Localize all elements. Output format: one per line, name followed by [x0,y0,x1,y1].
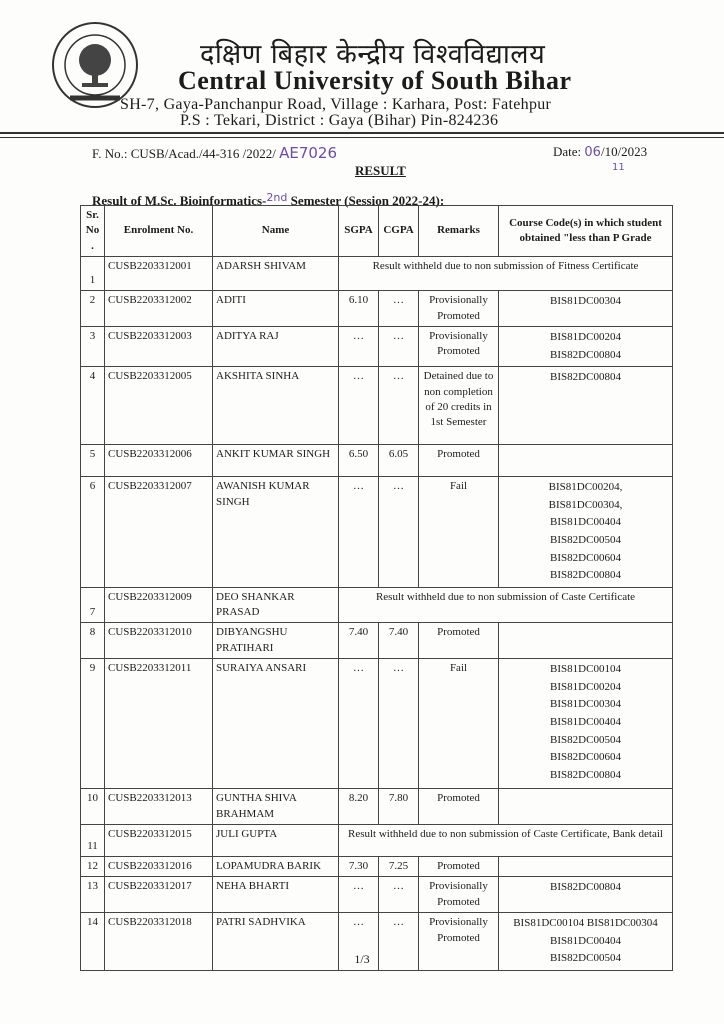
courses-cell [499,367,673,445]
name-cell: JULI GUPTA [213,825,339,857]
header-cgpa: CGPA [379,206,419,257]
header-courses: Course Code(s) in which student obtained "less than P Grade [499,206,673,257]
enrolment-cell: CUSB2203312003 [105,326,213,366]
course-code: BIS82DC00804 [550,768,621,781]
result-table [80,205,673,971]
sr-cell: 13 [81,877,105,913]
sr-cell: 2 [81,291,105,327]
date [553,144,647,160]
remarks-cell: Provisionally Promoted [419,913,499,971]
course-code: BIS82DC00604 [550,551,621,564]
courses-cell [499,623,673,659]
file-number-text: F. No.: CUSB/Acad./44-316 /2022/ [92,146,276,161]
enrolment-cell: CUSB2203312015 [105,825,213,857]
course-code: BIS81DC00204, [548,481,623,494]
name-cell: PATRI SADHVIKA [213,913,339,971]
enrolment-cell: CUSB2203312002 [105,291,213,327]
subtitle-prefix: Result of M.Sc. Bioinformatics- [92,193,267,208]
sgpa-cell: … [339,477,379,588]
courses-cell [499,326,673,366]
enrolment-cell: CUSB2203312005 [105,367,213,445]
address-line-1: SH-7, Gaya-Panchanpur Road, Village : Karhara, Post: Fatehpur [120,96,552,113]
table-row [81,877,673,913]
remarks-cell: Provisionally Promoted [419,877,499,913]
remarks-cell: Promoted [419,857,499,877]
courses-cell [499,789,673,825]
remarks-cell: Detained due to non completion of 20 credits in 1st Semester [419,367,499,445]
course-code: BIS81DC00204 [550,680,621,693]
table-row [81,367,673,445]
course-code: BIS81DC00204 [550,330,621,343]
name-cell: ANKIT KUMAR SINGH [213,445,339,477]
date-handwritten: 06 [584,145,601,160]
name-cell: GUNTHA SHIVA BRAHMAM [213,789,339,825]
sgpa-cell: … [339,659,379,789]
enrolment-cell: CUSB2203312016 [105,857,213,877]
table-row [81,825,673,857]
header-divider [0,132,724,138]
remarks-cell: Promoted [419,623,499,659]
sgpa-cell: 6.10 [339,291,379,327]
courses-cell [499,857,673,877]
cgpa-cell: 7.80 [379,789,419,825]
header-remarks: Remarks [419,206,499,257]
date-label: Date: [553,144,585,159]
enrolment-cell: CUSB2203312009 [105,587,213,623]
sr-cell: 14 [81,913,105,971]
cgpa-cell: 6.05 [379,445,419,477]
result-heading: RESULT [355,163,406,178]
sr-cell: 5 [81,445,105,477]
sgpa-cell: 6.50 [339,445,379,477]
course-code: BIS82DC00804 [550,371,621,384]
table-row [81,326,673,366]
address-line-2: P.S : Tekari, District : Gaya (Bihar) Pin-824236 [180,112,499,129]
sr-cell: 8 [81,623,105,659]
name-cell: AKSHITA SINHA [213,367,339,445]
date-value: /10/2023 [600,144,648,159]
cgpa-cell: 7.40 [379,623,419,659]
withheld-cell: Result withheld due to non submission of Caste Certificate [339,587,673,623]
sr-cell: 9 [81,659,105,789]
courses-cell [499,445,673,477]
remarks-cell: Provisionally Promoted [419,291,499,327]
sr-cell: 7 [81,587,105,623]
course-code: BIS81DC00104 BIS81DC00304 [513,917,658,930]
university-name-english: Central University of South Bihar [178,66,572,95]
sr-cell: 1 [81,257,105,291]
name-cell: LOPAMUDRA BARIK [213,857,339,877]
file-number-handwritten: AE7026 [279,144,338,162]
courses-cell [499,477,673,588]
header-name: Name [213,206,339,257]
course-code: BIS81DC00304 [550,698,621,711]
table-row [81,257,673,291]
cgpa-cell: … [379,659,419,789]
course-code: BIS82DC00804 [550,569,621,582]
table-header-row [81,206,673,257]
enrolment-cell: CUSB2203312007 [105,477,213,588]
sr-cell: 6 [81,477,105,588]
name-cell: SURAIYA ANSARI [213,659,339,789]
table-row [81,623,673,659]
header-sgpa: SGPA [339,206,379,257]
table-row [81,445,673,477]
remarks-cell: Promoted [419,789,499,825]
cgpa-cell: … [379,367,419,445]
sgpa-cell: … [339,367,379,445]
sgpa-cell: 8.20 [339,789,379,825]
sgpa-cell: … [339,326,379,366]
course-code: BIS82DC00504 [550,952,621,965]
name-cell: NEHA BHARTI [213,877,339,913]
course-code: BIS81DC00404 [550,516,621,529]
withheld-cell: Result withheld due to non submission of Fitness Certificate [339,257,673,291]
table-row [81,477,673,588]
enrolment-cell: CUSB2203312017 [105,877,213,913]
table-row [81,291,673,327]
courses-cell [499,877,673,913]
course-code: BIS81DC00104 [550,663,621,676]
enrolment-cell: CUSB2203312011 [105,659,213,789]
university-name-hindi: दक्षिण बिहार केन्द्रीय विश्वविद्यालय [200,39,546,70]
remarks-cell: Fail [419,659,499,789]
cgpa-cell: … [379,877,419,913]
enrolment-cell: CUSB2203312006 [105,445,213,477]
course-code: BIS81DC00304, [548,498,623,511]
course-code: BIS82DC00804 [550,348,621,361]
sr-cell: 11 [81,825,105,857]
name-cell: ADITYA RAJ [213,326,339,366]
courses-cell [499,291,673,327]
withheld-cell: Result withheld due to non submission of Caste Certificate, Bank detail [339,825,673,857]
enrolment-cell: CUSB2203312013 [105,789,213,825]
sgpa-cell: … [339,877,379,913]
cgpa-cell: … [379,326,419,366]
course-code: BIS81DC00404 [550,716,621,729]
remarks-cell: Fail [419,477,499,588]
enrolment-cell: CUSB2203312018 [105,913,213,971]
cgpa-cell: … [379,477,419,588]
sgpa-cell: 7.30 [339,857,379,877]
enrolment-cell: CUSB2203312010 [105,623,213,659]
table-row [81,659,673,789]
table-row [81,587,673,623]
course-code: BIS82DC00604 [550,751,621,764]
name-cell: ADARSH SHIVAM [213,257,339,291]
date-handwritten-note: 11 [612,162,625,173]
sr-cell: 10 [81,789,105,825]
sgpa-cell: 7.40 [339,623,379,659]
name-cell: AWANISH KUMAR SINGH [213,477,339,588]
page-number: 1/3 [354,952,370,966]
cgpa-cell: … [379,913,419,971]
remarks-cell: Promoted [419,445,499,477]
table-row [81,789,673,825]
courses-cell [499,659,673,789]
name-cell: DEO SHANKAR PRASAD [213,587,339,623]
file-number [92,144,337,162]
header-enrolment: Enrolment No. [105,206,213,257]
enrolment-cell: CUSB2203312001 [105,257,213,291]
course-code: BIS82DC00504 [550,733,621,746]
name-cell: ADITI [213,291,339,327]
course-code: BIS82DC00804 [550,881,621,894]
sr-cell: 3 [81,326,105,366]
cgpa-cell: 7.25 [379,857,419,877]
header-sr: Sr. No . [81,206,105,257]
subtitle-handwritten: 2nd [266,191,288,204]
table-row [81,857,673,877]
sr-cell: 4 [81,367,105,445]
remarks-cell: Provisionally Promoted [419,326,499,366]
name-cell: DIBYANGSHU PRATIHARI [213,623,339,659]
sr-cell: 12 [81,857,105,877]
course-code: BIS82DC00504 [550,533,621,546]
subtitle-suffix: Semester (Session 2022-24): [287,193,445,208]
cgpa-cell: … [379,291,419,327]
course-code: BIS81DC00304 [550,295,621,308]
course-code: BIS81DC00404 [550,934,621,947]
sgpa-cell: … [339,913,379,971]
